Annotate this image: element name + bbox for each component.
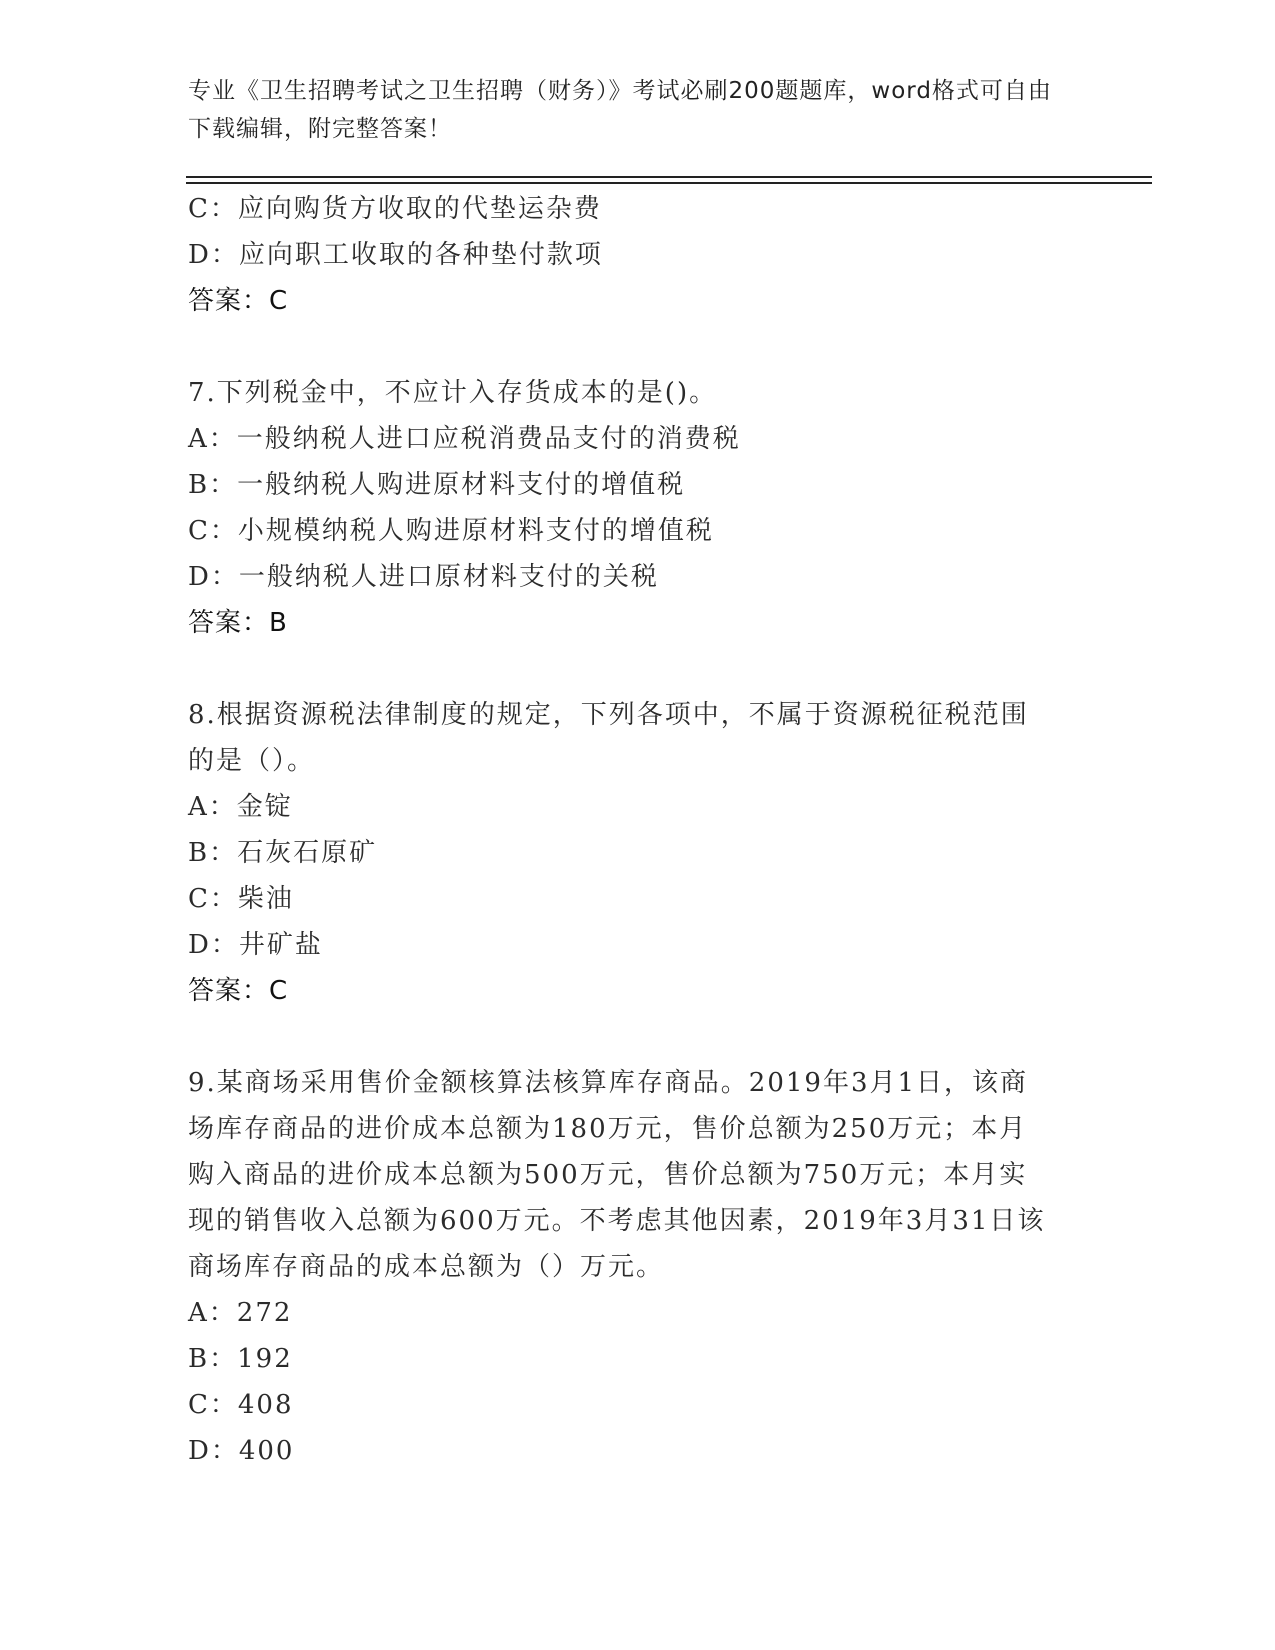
document-title: 专业《卫生招聘考试之卫生招聘（财务）》考试必刷200题题库，word格式可自由下载编辑，附完整答案！ [188,78,1052,142]
question-stem: 7.下列税金中，不应计入存货成本的是()。 [188,378,718,408]
spacer [188,324,1088,370]
question-stem-line: 购入商品的进价成本总额为500万元，售价总额为750万元；本月实 [188,1160,1028,1190]
answer-line: 答案：C [188,976,289,1006]
question-stem-line: 8.根据资源税法律制度的规定，下列各项中，不属于资源税征税范围 [188,700,1029,730]
question-stem-line: 现的销售收入总额为600万元。不考虑其他因素，2019年3月31日该 [188,1206,1046,1236]
option-c: C：小规模纳税人购进原材料支付的增值税 [188,516,714,546]
question-list [188,186,1088,1474]
option-d: D：应向职工收取的各种垫付款项 [188,240,603,270]
option-c: C：408 [188,1390,294,1420]
option-b: B：一般纳税人购进原材料支付的增值税 [188,470,686,500]
question-7 [188,370,1088,646]
option-a: A：一般纳税人进口应税消费品支付的消费税 [188,424,741,454]
question-continued [188,186,1088,324]
question-stem-line: 9.某商场采用售价金额核算法核算库存商品。2019年3月1日，该商 [188,1068,1029,1098]
option-b: B：192 [188,1344,293,1374]
spacer [188,1014,1088,1060]
spacer [188,646,1088,692]
header-rule-top [186,176,1152,178]
option-d: D：400 [188,1436,295,1466]
question-stem-line: 商场库存商品的成本总额为（）万元。 [188,1252,665,1282]
option-a: A：金锭 [188,792,293,822]
document-header [188,72,1068,148]
question-8 [188,692,1088,1014]
question-stem-line: 的是（）。 [188,746,316,776]
option-d: D：井矿盐 [188,930,323,960]
question-stem-line: 场库存商品的进价成本总额为180万元，售价总额为250万元；本月 [188,1114,1028,1144]
option-b: B：石灰石原矿 [188,838,378,868]
answer-line: 答案：C [188,286,289,316]
option-c: C：应向购货方收取的代垫运杂费 [188,194,602,224]
option-c: C：柴油 [188,884,294,914]
option-a: A：272 [188,1298,293,1328]
question-9 [188,1060,1088,1474]
option-d: D：一般纳税人进口原材料支付的关税 [188,562,659,592]
answer-line: 答案：B [188,608,288,638]
header-rule-bottom [186,182,1152,184]
